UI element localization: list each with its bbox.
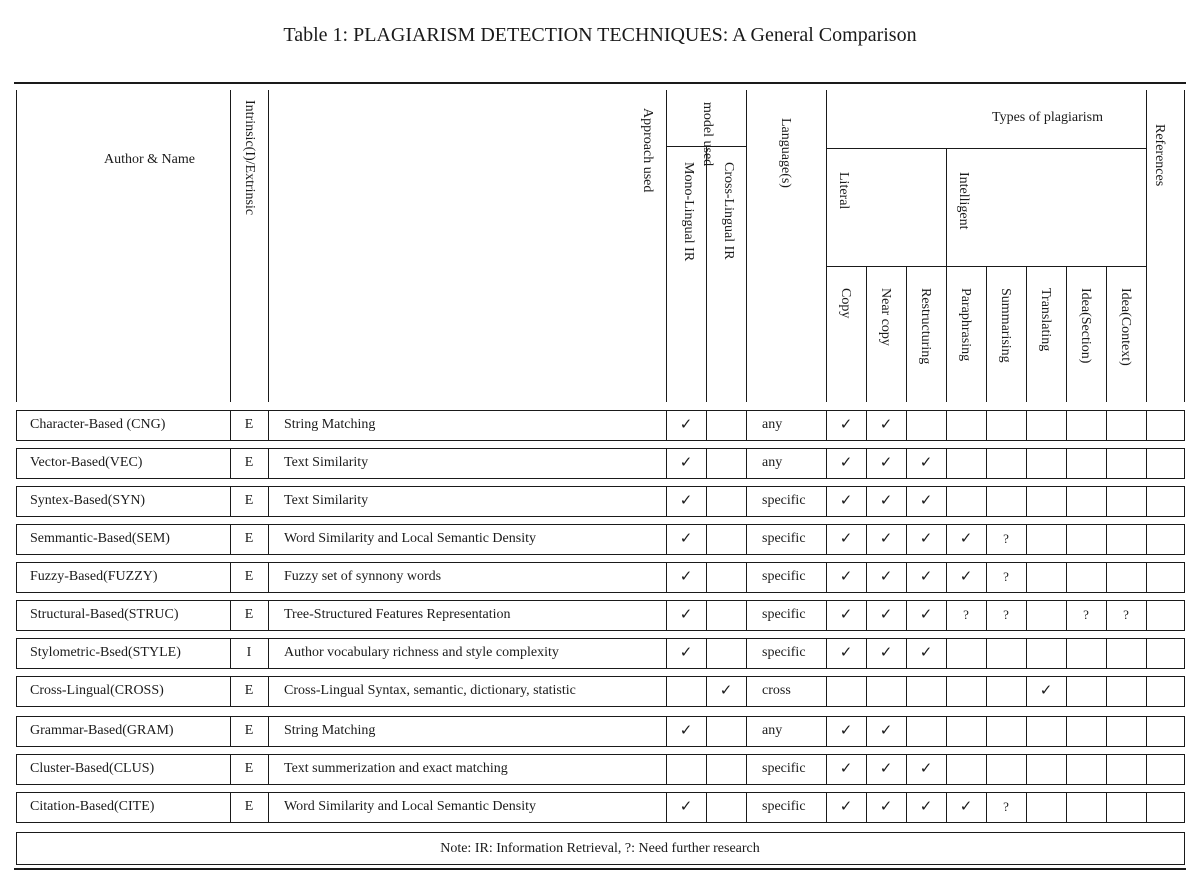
row-type-mark: ✓: [879, 493, 893, 509]
row-name: Citation-Based(CITE): [30, 799, 155, 814]
row-vline: [1184, 792, 1185, 823]
row-vline: [230, 562, 231, 593]
row-rule: [16, 676, 1184, 677]
row-vline: [230, 448, 231, 479]
header-vline: [268, 90, 269, 402]
row-vline: [1106, 562, 1107, 593]
row-vline: [1146, 716, 1147, 747]
row-language: cross: [762, 683, 791, 698]
row-vline: [268, 562, 269, 593]
row-language: specific: [762, 531, 806, 546]
row-rule: [16, 516, 1184, 517]
header-hline: [826, 148, 1146, 149]
row-language: any: [762, 455, 783, 470]
row-language: any: [762, 417, 783, 432]
header-sub-idea-context-: Idea(Context): [1118, 288, 1133, 366]
row-type-mark: ✓: [879, 645, 893, 661]
row-name: Cluster-Based(CLUS): [30, 761, 155, 776]
row-name: Fuzzy-Based(FUZZY): [30, 569, 158, 584]
row-type-mark: ✓: [959, 799, 973, 815]
row-type-mark: ✓: [839, 799, 853, 815]
row-rule: [16, 668, 1184, 669]
row-vline: [706, 638, 707, 669]
table-note: Note: IR: Information Retrieval, ?: Need further research: [440, 841, 760, 856]
row-mono-mark: ✓: [679, 607, 693, 623]
row-approach: String Matching: [284, 723, 376, 738]
row-type-mark: ✓: [919, 607, 933, 623]
header-language: Language(s): [778, 118, 793, 188]
row-language: specific: [762, 645, 806, 660]
row-vline: [16, 524, 17, 555]
row-approach: Cross-Lingual Syntax, semantic, dictionary, statistic: [284, 683, 576, 698]
header-sub-translating: Translating: [1038, 288, 1053, 352]
row-vline: [230, 792, 231, 823]
row-language: any: [762, 723, 783, 738]
row-vline: [906, 676, 907, 707]
row-type-mark: ✓: [839, 723, 853, 739]
row-vline: [268, 754, 269, 785]
row-intrinsic: E: [244, 607, 254, 622]
row-vline: [1066, 792, 1067, 823]
row-approach: Text Similarity: [284, 493, 369, 508]
row-vline: [746, 638, 747, 669]
row-vline: [1146, 638, 1147, 669]
row-rule: [16, 638, 1184, 639]
row-vline: [268, 716, 269, 747]
row-vline: [268, 410, 269, 441]
row-vline: [946, 754, 947, 785]
row-vline: [906, 716, 907, 747]
header-sub-summarising: Summarising: [998, 288, 1013, 363]
row-vline: [866, 676, 867, 707]
row-type-mark: ✓: [879, 799, 893, 815]
row-vline: [1026, 486, 1027, 517]
header-vline: [230, 90, 231, 402]
row-vline: [16, 638, 17, 669]
row-type-mark: ✓: [919, 645, 933, 661]
row-vline: [268, 792, 269, 823]
row-vline: [230, 716, 231, 747]
row-rule: [16, 562, 1184, 563]
row-vline: [746, 754, 747, 785]
row-intrinsic: E: [244, 455, 254, 470]
row-language: specific: [762, 799, 806, 814]
header-vline: [746, 90, 747, 402]
row-type-mark: ?: [1003, 607, 1009, 622]
row-rule: [16, 554, 1184, 555]
row-vline: [1146, 448, 1147, 479]
row-vline: [1184, 448, 1185, 479]
header-mono: Mono-Lingual IR: [681, 162, 696, 262]
header-hline: [826, 266, 1146, 267]
row-intrinsic: E: [244, 493, 254, 508]
row-type-mark: ?: [1003, 569, 1009, 584]
row-mono-mark: ✓: [679, 645, 693, 661]
header-vline: [666, 90, 667, 402]
row-vline: [230, 600, 231, 631]
row-mono-mark: ✓: [679, 455, 693, 471]
row-vline: [16, 792, 17, 823]
row-vline: [1184, 562, 1185, 593]
row-vline: [906, 410, 907, 441]
row-vline: [1066, 448, 1067, 479]
row-vline: [268, 600, 269, 631]
row-vline: [746, 486, 747, 517]
row-vline: [230, 676, 231, 707]
row-intrinsic: E: [244, 569, 254, 584]
row-type-mark: ✓: [879, 761, 893, 777]
row-type-mark: ✓: [879, 607, 893, 623]
row-vline: [746, 410, 747, 441]
row-approach: Tree-Structured Features Representation: [284, 607, 511, 622]
row-vline: [1026, 448, 1027, 479]
row-type-mark: ✓: [919, 799, 933, 815]
row-intrinsic: E: [244, 761, 254, 776]
row-intrinsic: E: [244, 531, 254, 546]
header-sub-copy: Copy: [838, 288, 853, 319]
row-vline: [946, 486, 947, 517]
row-vline: [666, 754, 667, 785]
row-vline: [230, 524, 231, 555]
row-vline: [986, 638, 987, 669]
row-vline: [986, 448, 987, 479]
row-vline: [1146, 486, 1147, 517]
top-rule: [14, 82, 1186, 84]
row-name: Character-Based (CNG): [30, 417, 166, 432]
row-mono-mark: ✓: [679, 417, 693, 433]
row-vline: [1146, 562, 1147, 593]
row-type-mark: ✓: [839, 761, 853, 777]
row-vline: [706, 524, 707, 555]
header-vline: [706, 146, 707, 402]
row-vline: [16, 486, 17, 517]
row-vline: [16, 754, 17, 785]
row-name: Vector-Based(VEC): [30, 455, 143, 470]
row-vline: [230, 754, 231, 785]
row-language: specific: [762, 607, 806, 622]
row-type-mark: ✓: [839, 455, 853, 471]
row-type-mark: ✓: [1039, 683, 1053, 699]
header-intrinsic: Intrinsic(I)/Extrinsic: [242, 100, 257, 216]
row-type-mark: ?: [1003, 531, 1009, 546]
row-vline: [268, 524, 269, 555]
row-vline: [746, 716, 747, 747]
row-rule: [16, 792, 1184, 793]
row-vline: [1026, 638, 1027, 669]
row-approach: Word Similarity and Local Semantic Density: [284, 799, 536, 814]
row-approach: Word Similarity and Local Semantic Density: [284, 531, 536, 546]
row-name: Syntex-Based(SYN): [30, 493, 146, 508]
row-type-mark: ✓: [959, 531, 973, 547]
header-references: References: [1152, 124, 1167, 187]
row-vline: [986, 410, 987, 441]
row-vline: [1026, 524, 1027, 555]
row-mono-mark: ✓: [679, 493, 693, 509]
row-type-mark: ✓: [879, 455, 893, 471]
row-language: specific: [762, 569, 806, 584]
row-vline: [986, 676, 987, 707]
row-type-mark: ✓: [919, 455, 933, 471]
row-rule: [16, 486, 1184, 487]
row-mono-mark: ✓: [679, 569, 693, 585]
row-vline: [16, 562, 17, 593]
row-type-mark: ✓: [839, 645, 853, 661]
row-vline: [986, 716, 987, 747]
row-type-mark: ✓: [839, 531, 853, 547]
row-vline: [16, 716, 17, 747]
row-name: Grammar-Based(GRAM): [30, 723, 174, 738]
row-vline: [1184, 600, 1185, 631]
row-vline: [1146, 410, 1147, 441]
row-vline: [666, 676, 667, 707]
row-mono-mark: ✓: [679, 723, 693, 739]
note-rule: [16, 864, 1184, 865]
row-vline: [1066, 486, 1067, 517]
row-rule: [16, 448, 1184, 449]
row-rule: [16, 754, 1184, 755]
table-caption: Table 1: PLAGIARISM DETECTION TECHNIQUES: A General Comparison: [283, 24, 917, 46]
row-vline: [946, 716, 947, 747]
row-vline: [746, 448, 747, 479]
row-vline: [706, 600, 707, 631]
header-vline: [1146, 90, 1147, 402]
row-type-mark: ✓: [879, 531, 893, 547]
row-vline: [706, 754, 707, 785]
row-vline: [1066, 676, 1067, 707]
row-vline: [1066, 638, 1067, 669]
row-name: Structural-Based(STRUC): [30, 607, 179, 622]
row-vline: [706, 448, 707, 479]
row-type-mark: ✓: [879, 723, 893, 739]
note-vline: [1184, 832, 1185, 865]
row-vline: [16, 600, 17, 631]
row-type-mark: ✓: [839, 417, 853, 433]
row-type-mark: ✓: [839, 607, 853, 623]
bottom-rule: [14, 868, 1186, 870]
row-vline: [946, 676, 947, 707]
row-rule: [16, 440, 1184, 441]
row-vline: [16, 410, 17, 441]
row-cross-mark: ✓: [719, 683, 733, 699]
row-type-mark: ✓: [919, 531, 933, 547]
row-approach: Fuzzy set of synnony words: [284, 569, 442, 584]
header-vline: [866, 266, 867, 402]
row-vline: [1184, 754, 1185, 785]
row-vline: [746, 600, 747, 631]
row-name: Cross-Lingual(CROSS): [30, 683, 164, 698]
row-vline: [1184, 638, 1185, 669]
row-vline: [826, 676, 827, 707]
header-types: Types of plagiarism: [992, 110, 1103, 125]
row-vline: [1146, 600, 1147, 631]
row-vline: [1026, 792, 1027, 823]
row-vline: [230, 486, 231, 517]
row-type-mark: ✓: [879, 569, 893, 585]
row-language: specific: [762, 761, 806, 776]
note-rule: [16, 832, 1184, 833]
row-vline: [1026, 754, 1027, 785]
header-cross: Cross-Lingual IR: [721, 162, 736, 260]
row-mono-mark: ✓: [679, 799, 693, 815]
header-vline: [16, 90, 17, 402]
row-type-mark: ?: [963, 607, 969, 622]
header-vline: [986, 266, 987, 402]
header-sub-paraphrasing: Paraphrasing: [958, 288, 973, 362]
header-model: model used: [700, 102, 715, 167]
row-vline: [1146, 524, 1147, 555]
row-vline: [1066, 562, 1067, 593]
row-vline: [268, 486, 269, 517]
header-intelligent: Intelligent: [956, 172, 971, 230]
row-intrinsic: E: [244, 723, 254, 738]
row-intrinsic: I: [246, 645, 252, 660]
row-vline: [1184, 524, 1185, 555]
row-vline: [1066, 524, 1067, 555]
row-vline: [706, 410, 707, 441]
header-sub-near-copy: Near copy: [878, 288, 893, 346]
row-rule: [16, 630, 1184, 631]
row-vline: [706, 562, 707, 593]
row-intrinsic: E: [244, 417, 254, 432]
row-vline: [1184, 486, 1185, 517]
row-vline: [230, 638, 231, 669]
row-type-mark: ?: [1003, 799, 1009, 814]
row-vline: [268, 448, 269, 479]
header-approach: Approach used: [640, 108, 655, 193]
row-type-mark: ?: [1123, 607, 1129, 622]
row-rule: [16, 716, 1184, 717]
header-sub-idea-section-: Idea(Section): [1078, 288, 1093, 364]
header-vline: [1066, 266, 1067, 402]
row-vline: [1184, 410, 1185, 441]
row-intrinsic: E: [244, 799, 254, 814]
row-vline: [1106, 716, 1107, 747]
header-vline: [1106, 266, 1107, 402]
row-vline: [986, 754, 987, 785]
row-vline: [1106, 676, 1107, 707]
row-approach: Author vocabulary richness and style complexity: [284, 645, 559, 660]
row-type-mark: ✓: [919, 569, 933, 585]
header-sub-restructuring: Restructuring: [918, 288, 933, 365]
row-vline: [1026, 600, 1027, 631]
row-vline: [16, 676, 17, 707]
row-vline: [1106, 448, 1107, 479]
row-vline: [746, 524, 747, 555]
row-vline: [230, 410, 231, 441]
row-vline: [268, 676, 269, 707]
row-type-mark: ✓: [839, 569, 853, 585]
row-vline: [946, 448, 947, 479]
row-rule: [16, 746, 1184, 747]
row-rule: [16, 784, 1184, 785]
row-language: specific: [762, 493, 806, 508]
row-vline: [16, 448, 17, 479]
row-vline: [986, 486, 987, 517]
row-vline: [1066, 754, 1067, 785]
row-vline: [1146, 792, 1147, 823]
row-vline: [1066, 716, 1067, 747]
row-vline: [1146, 754, 1147, 785]
row-vline: [1106, 410, 1107, 441]
row-name: Semmantic-Based(SEM): [30, 531, 170, 546]
row-rule: [16, 706, 1184, 707]
row-type-mark: ✓: [839, 493, 853, 509]
row-vline: [706, 486, 707, 517]
row-approach: Text summerization and exact matching: [284, 761, 508, 776]
header-author: Author & Name: [104, 152, 195, 167]
row-mono-mark: ✓: [679, 531, 693, 547]
header-vline: [826, 90, 827, 402]
header-vline: [906, 266, 907, 402]
row-vline: [1146, 676, 1147, 707]
row-vline: [268, 638, 269, 669]
row-vline: [1026, 410, 1027, 441]
header-literal: Literal: [836, 172, 851, 210]
row-rule: [16, 524, 1184, 525]
row-vline: [1106, 524, 1107, 555]
row-vline: [1106, 638, 1107, 669]
row-vline: [946, 410, 947, 441]
row-approach: String Matching: [284, 417, 376, 432]
row-rule: [16, 478, 1184, 479]
row-vline: [706, 716, 707, 747]
row-vline: [706, 792, 707, 823]
row-rule: [16, 410, 1184, 411]
row-type-mark: ✓: [919, 761, 933, 777]
row-intrinsic: E: [244, 683, 254, 698]
row-type-mark: ✓: [919, 493, 933, 509]
row-vline: [1106, 792, 1107, 823]
row-name: Stylometric-Bsed(STYLE): [30, 645, 181, 660]
row-vline: [746, 676, 747, 707]
header-vline: [1184, 90, 1185, 402]
row-type-mark: ✓: [879, 417, 893, 433]
row-vline: [1106, 486, 1107, 517]
row-rule: [16, 600, 1184, 601]
row-vline: [746, 792, 747, 823]
header-vline: [946, 148, 947, 402]
row-vline: [1106, 754, 1107, 785]
header-vline: [1026, 266, 1027, 402]
row-rule: [16, 592, 1184, 593]
row-rule: [16, 822, 1184, 823]
row-vline: [746, 562, 747, 593]
row-type-mark: ?: [1083, 607, 1089, 622]
row-approach: Text Similarity: [284, 455, 369, 470]
row-vline: [1066, 410, 1067, 441]
row-vline: [1026, 716, 1027, 747]
row-vline: [1026, 562, 1027, 593]
row-vline: [1184, 716, 1185, 747]
row-vline: [1184, 676, 1185, 707]
row-type-mark: ✓: [959, 569, 973, 585]
row-vline: [946, 638, 947, 669]
